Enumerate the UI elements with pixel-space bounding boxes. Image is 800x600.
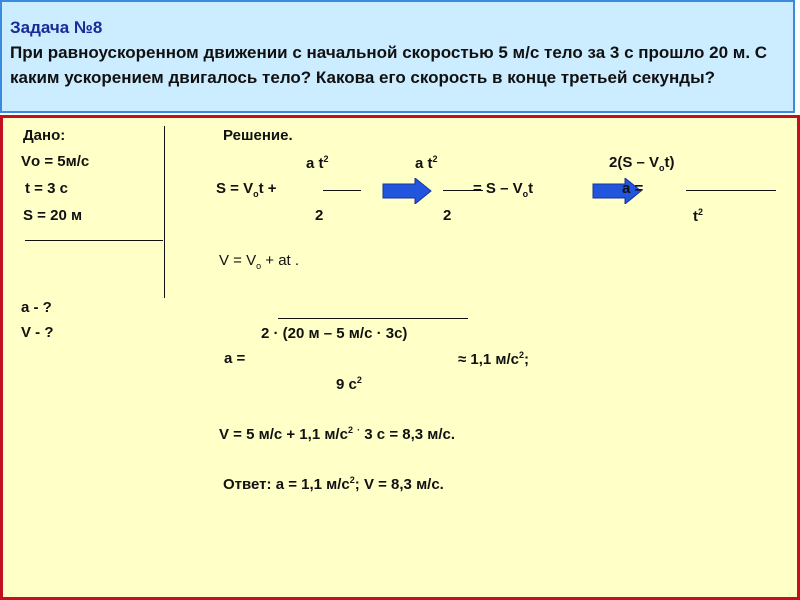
f1-denominator: 2 <box>315 207 324 224</box>
given-s: S = 20 м <box>23 207 83 224</box>
f1-left: $S = V_оt$ + <box>216 180 277 199</box>
f3-fraction-bar <box>686 190 776 191</box>
f2-denominator: 2 <box>443 207 452 224</box>
f1-fraction-bar <box>323 190 361 191</box>
v-formula: $V = V_о$ + at . <box>219 252 300 271</box>
f2-right: = S – $V_оt$ <box>473 180 534 199</box>
given-heading: Дано: <box>23 127 66 144</box>
given-divider <box>25 240 163 241</box>
calc-numerator: 2 · (20 м – 5 м/с · 3с) <box>261 325 408 342</box>
f2-numerator: a $t^2$ <box>415 154 438 172</box>
find-a: a - ? <box>21 299 52 316</box>
task-text: При равноускоренном движении с начальной скоростью 5 м/с тело за 3 с прошло 20 м. С каким ускорением двигалось тело? Какова его скорость в конце третьей секунды? <box>10 43 768 87</box>
given-vertical-divider <box>164 126 165 298</box>
calc-result: ≈ 1,1 $м/с^2$; <box>458 350 530 368</box>
f1-numerator: a $t^2$ <box>306 154 329 172</box>
task-header <box>0 0 795 113</box>
solution-panel <box>0 115 800 600</box>
v-calculation: V = 5 м/с + 1,1 $м/с^2$ · 3 с = 8,3 м/с. <box>219 425 456 443</box>
calc-denominator: 9 $с^2$ <box>336 375 362 393</box>
given-v0: Vо = 5м/с <box>21 153 90 170</box>
f3-numerator: $2(S - V_оt)$ <box>609 154 675 173</box>
answer: Ответ: a = 1,1 $м/с^2$; V = 8,3 м/с. <box>223 475 444 493</box>
calc-left: a = <box>224 350 246 367</box>
find-v: V - ? <box>21 324 54 341</box>
f3-left: a = <box>622 180 644 197</box>
f3-denominator: $t^2$ <box>693 207 704 225</box>
arrow-1-icon <box>381 178 433 204</box>
given-t: t = 3 с <box>25 180 68 197</box>
task-title: Задача №8 <box>10 18 103 37</box>
solution-heading: Решение. <box>223 127 293 144</box>
calc-overline <box>278 318 468 319</box>
